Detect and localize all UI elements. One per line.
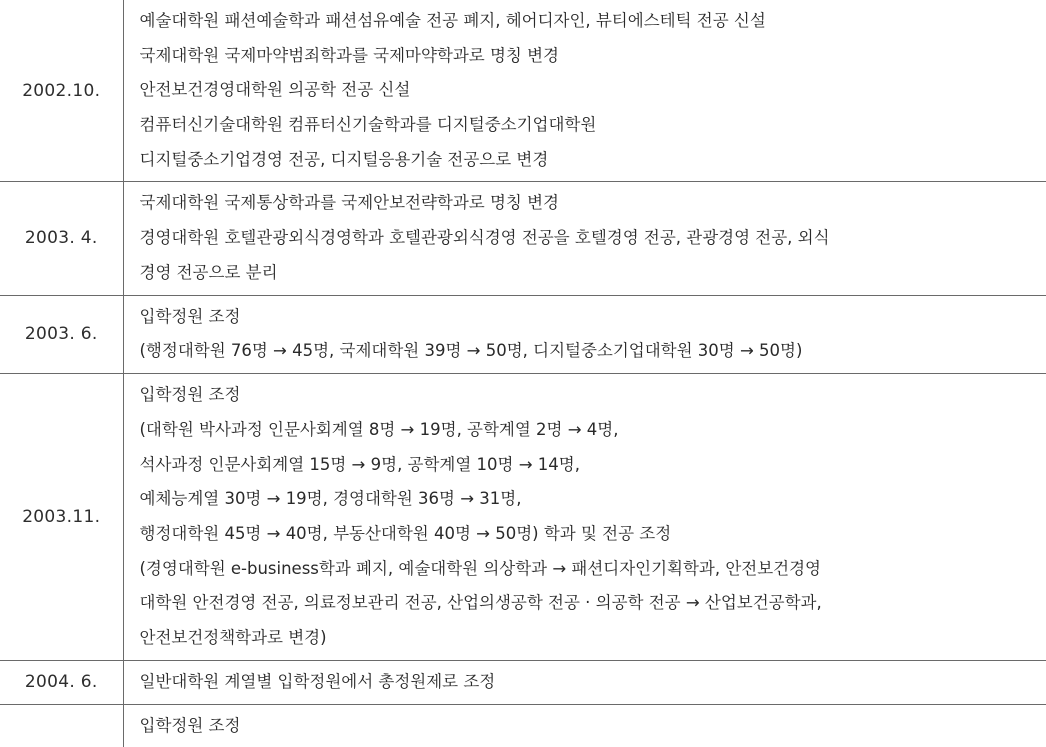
description-line: 안전보건경영대학원 의공학 전공 신설 [139, 80, 411, 100]
description-line: (대학원 박사과정 인문사회계열 8명 → 19명, 공학계열 2명 → 4명, [139, 419, 619, 439]
description-line: 대학원 안전경영 전공, 의료정보관리 전공, 산업의생공학 전공 · 의공학 전공 → 산업보건공학과, [139, 593, 822, 613]
description-line: 예술대학원 패션예술학과 패션섬유예술 전공 폐지, 헤어디자인, 뷰티에스테틱 전공 신설 [139, 11, 766, 30]
description-cell [123, 182, 1046, 295]
description-line: 컴퓨터신기술대학원 컴퓨터신기술학과를 디지털중소기업대학원 [139, 115, 597, 135]
description-cell [123, 0, 1046, 182]
date-cell [0, 704, 123, 747]
description-line: (행정대학원 76명 → 45명, 국제대학원 39명 → 50명, 디지털중소기업대학원 30명 → 50명) [139, 341, 803, 361]
description-line: 일반대학원 계열별 입학정원에서 총정원제로 조정 [139, 671, 496, 691]
history-row [0, 660, 1046, 704]
description-line: 행정대학원 45명 → 40명, 부동산대학원 40명 → 50명) 학과 및 전공 조정 [139, 523, 672, 543]
description-cell [123, 704, 1046, 747]
description-line: 석사과정 인문사회계열 15명 → 9명, 공학계열 10명 → 14명, [139, 454, 580, 474]
date-cell: 2004. 6. [0, 660, 123, 704]
description-line: 국제대학원 국제마약범죄학과를 국제마약학과로 명칭 변경 [139, 45, 559, 65]
history-row [0, 295, 1046, 373]
history-row [0, 182, 1046, 295]
date-cell: 2003. 6. [0, 295, 123, 373]
description-line: 입학정원 조정 [139, 715, 241, 735]
date-cell: 2003. 4. [0, 182, 123, 295]
description-line: 예체능계열 30명 → 19명, 경영대학원 36명 → 31명, [139, 489, 522, 509]
history-row [0, 373, 1046, 660]
description-line: 경영대학원 호텔관광외식경영학과 호텔관광외식경영 전공을 호텔경영 전공, 관광경영 전공, 외식 [139, 228, 830, 248]
description-cell [123, 660, 1046, 704]
description-cell [123, 373, 1046, 660]
description-line: 국제대학원 국제통상학과를 국제안보전략학과로 명칭 변경 [139, 193, 559, 213]
description-line: 입학정원 조정 [139, 385, 241, 405]
description-line: 안전보건정책학과로 변경) [139, 627, 327, 647]
history-row [0, 0, 1046, 182]
description-line: 입학정원 조정 [139, 306, 241, 326]
description-line: 디지털중소기업경영 전공, 디지털응용기술 전공으로 변경 [139, 149, 549, 169]
description-line: 경영 전공으로 분리 [139, 262, 278, 282]
history-row [0, 704, 1046, 747]
date-cell: 2002.10. [0, 0, 123, 182]
description-cell [123, 295, 1046, 373]
date-cell: 2003.11. [0, 373, 123, 660]
description-line: (경영대학원 e-business학과 폐지, 예술대학원 의상학과 → 패션디자인기획학과, 안전보건경영 [139, 558, 821, 578]
